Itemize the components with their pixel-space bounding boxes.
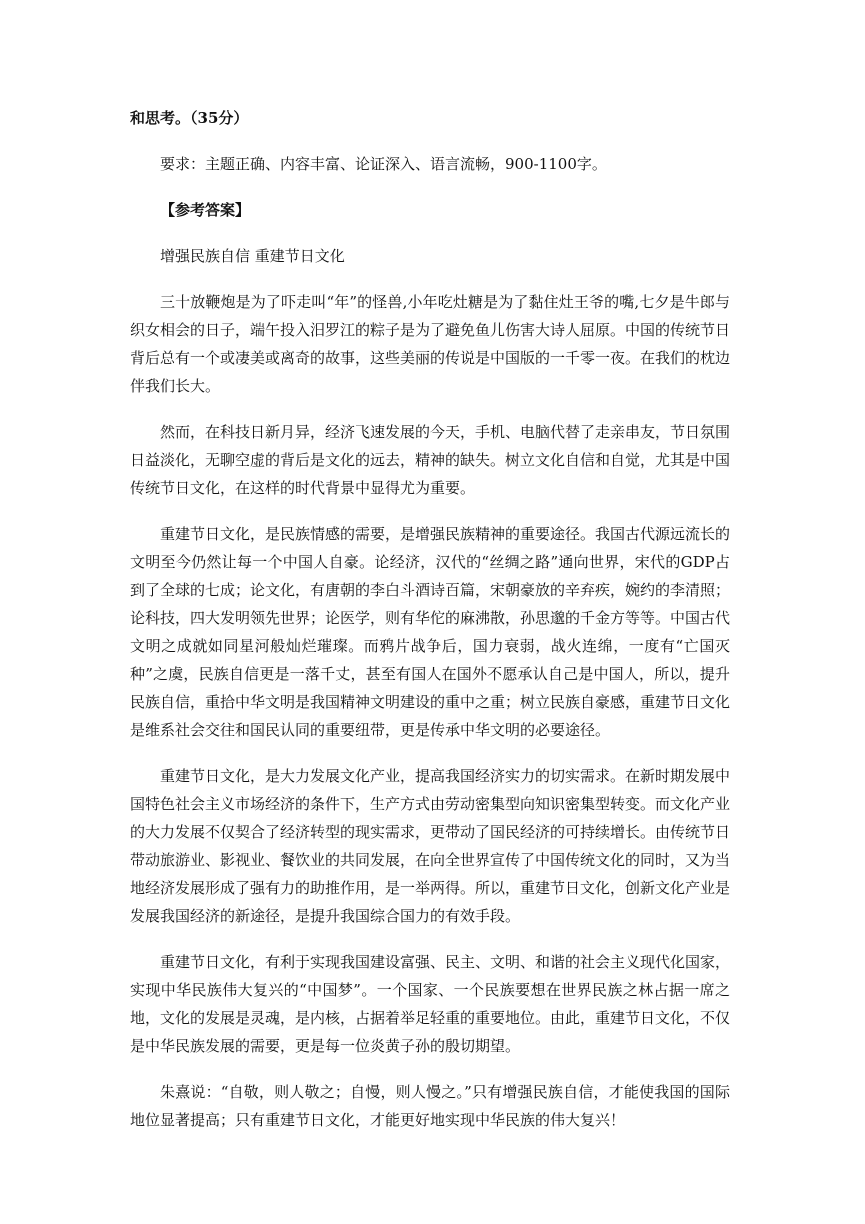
intro-line: 和思考。（35分） bbox=[130, 109, 249, 127]
requirement-line: 要求：主题正确、内容丰富、论证深入、语言流畅，900-1100字。 bbox=[160, 155, 607, 173]
essay-paragraph-4: 重建节日文化，是大力发展文化产业，提高我国经济实力的切实需求。在新时期发展中国特色社会主义市场经济的条件下，生产方式由劳动密集型向知识密集型转变。而文化产业的大力发展不仅契合了经济转型的现实需求，更带动了国民经济的可持续增长。由传统节日带动旅游业、影视业、餐饮业的共同发展，在向全世界宣传了中国传统文化的同时，又为当地经济发展形成了强有力的助推作用，是一举两得。所以，重建节日文化，创新文化产业是发展我国经济的新途径，是提升我国综合国力的有效手段。 bbox=[130, 767, 731, 925]
essay-paragraph-6: 朱熹说：“自敬，则人敬之；自慢，则人慢之。”只有增强民族自信，才能使我国的国际地位显著提高；只有重建节日文化，才能更好地实现中华民族的伟大复兴！ bbox=[130, 1083, 730, 1129]
essay-paragraph-1: 三十放鞭炮是为了吓走叫“年”的怪兽,小年吃灶糖是为了黏住灶王爷的嘴,七夕是牛郎与织女相会的日子，端午投入汨罗江的粽子是为了避免鱼儿伤害大诗人屈原。中国的传统节日背后总有一个或凄美或离奇的故事，这些美丽的传说是中国版的一千零一夜。在我们的枕边伴我们长大。 bbox=[130, 293, 731, 395]
essay-paragraph-5: 重建节日文化，有利于实现我国建设富强、民主、文明、和谐的社会主义现代化国家，实现中华民族伟大复兴的“中国梦”。一个国家、一个民族要想在世界民族之林占据一席之地，文化的发展是灵魂，是内核，占据着举足轻重的重要地位。由此，重建节日文化，不仅是中华民族发展的需要，更是每一位炎黄子孙的殷切期望。 bbox=[130, 953, 731, 1055]
essay-paragraph-3: 重建节日文化，是民族情感的需要，是增强民族精神的重要途径。我国古代源远流长的文明至今仍然让每一个中国人自豪。论经济，汉代的“丝绸之路”通向世界，宋代的GDP占到了全球的七成；论文化，有唐朝的李白斗酒诗百篇，宋朝豪放的辛弃疾，婉约的李清照；论科技，四大发明领先世界；论医学，则有华佗的麻沸散，孙思邈的千金方等等。中国古代文明之成就如同星河般灿烂璀璨。而鸦片战争后，国力衰弱，战火连绵，一度有“亡国灭种”之虞，民族自信更是一落千丈，甚至有国人在国外不愿承认自己是中国人，所以，提升民族自信，重拾中华文明是我国精神文明建设的重中之重；树立民族自豪感，重建节日文化是维系社会交往和国民认同的重要纽带，更是传承中华文明的必要途径。 bbox=[130, 525, 731, 739]
essay-title: 增强民族自信 重建节日文化 bbox=[160, 247, 345, 265]
essay-paragraph-2: 然而，在科技日新月异，经济飞速发展的今天，手机、电脑代替了走亲串友，节日氛围日益淡化，无聊空虚的背后是文化的远去，精神的缺失。树立文化自信和自觉，尤其是中国传统节日文化，在这样的时代背景中显得尤为重要。 bbox=[130, 423, 731, 497]
document-body bbox=[130, 104, 730, 1152]
answer-heading: 【参考答案】 bbox=[160, 201, 251, 219]
